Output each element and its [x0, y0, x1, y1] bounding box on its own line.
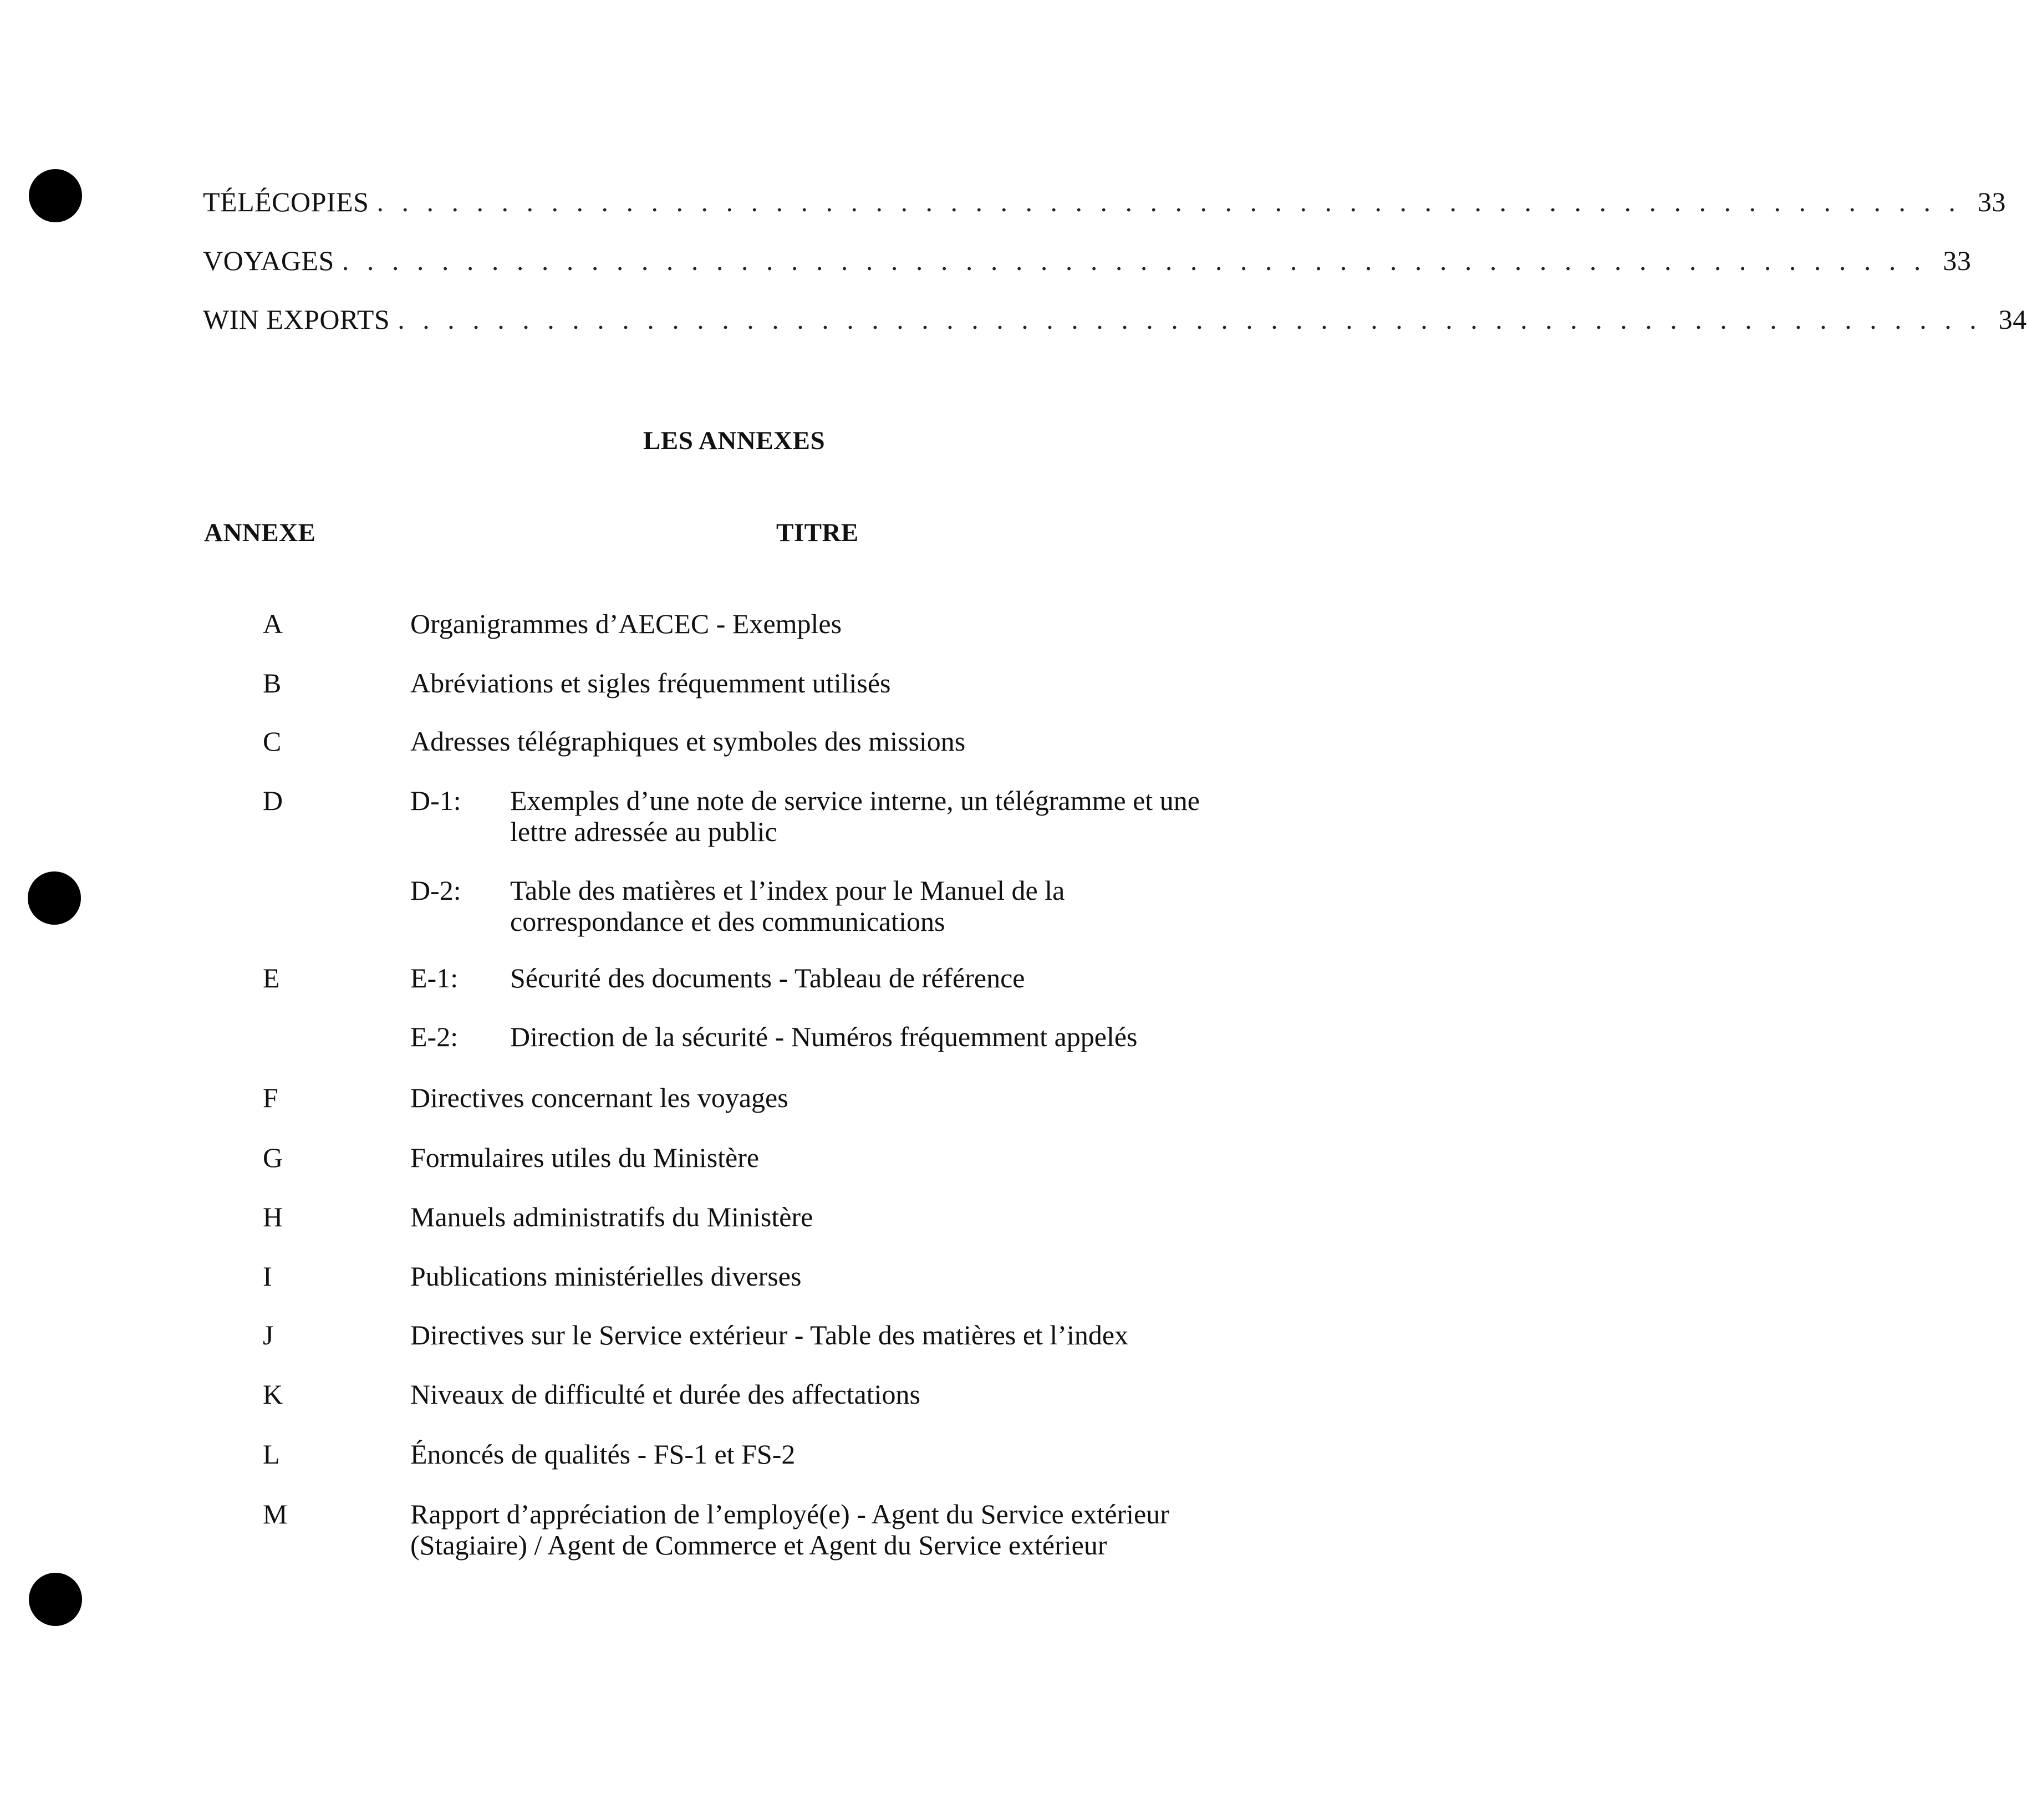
annex-letter: E: [263, 962, 280, 993]
toc-dot-leader: . . . . . . . . . . . . . . . . . . . . . . . . . . . . . . . . . . . . . . . . . . . . . . . . . . . . . . . . . . . . . . . .: [342, 245, 1927, 276]
annex-title: Directives concernant les voyages: [410, 1082, 788, 1113]
annex-sub-text: [510, 1021, 1275, 1052]
annex-sub-code: D-2:: [410, 875, 461, 906]
annex-letter: F: [263, 1082, 278, 1113]
annex-sub-line: lettre adressée au public: [510, 816, 777, 847]
section-title: LES ANNEXES: [643, 426, 826, 455]
toc-entry: [203, 186, 2006, 244]
annex-sub-code: D-1:: [410, 785, 461, 816]
annex-letter: M: [263, 1498, 288, 1530]
annex-letter: H: [263, 1201, 283, 1232]
annex-sub-line: Exemples d’une note de service interne, un télégramme et une: [510, 785, 1200, 816]
toc-entry-page: 33: [1977, 186, 2006, 217]
annex-sub-line: correspondance et des communications: [510, 906, 945, 937]
annex-title-line: Rapport d’appréciation de l’employé(e) - Agent du Service extérieur: [410, 1498, 1169, 1530]
annex-title: Abréviations et sigles fréquemment utilisés: [410, 667, 891, 699]
annex-sub-line: Direction de la sécurité - Numéros fréquemment appelés: [510, 1021, 1138, 1052]
toc-entry: [203, 303, 2027, 362]
annex-title: Organigrammes d’AECEC - Exemples: [410, 608, 842, 639]
toc-entry-title: WIN EXPORTS: [203, 304, 390, 335]
column-header-titre: TITRE: [776, 518, 859, 547]
toc-dot-leader: . . . . . . . . . . . . . . . . . . . . . . . . . . . . . . . . . . . . . . . . . . . . . . . . . . . . . . . . . . . . . . . .: [376, 186, 1961, 217]
annex-letter: G: [263, 1142, 283, 1173]
annex-sub-line: Sécurité des documents - Tableau de référence: [510, 962, 1025, 993]
toc-entry-title: TÉLÉCOPIES: [203, 186, 369, 217]
table-of-contents: [203, 186, 2027, 362]
annex-sub-line: Table des matières et l’index pour le Manuel de la: [510, 875, 1065, 906]
annex-title: Manuels administratifs du Ministère: [410, 1201, 813, 1232]
annex-letter: J: [263, 1319, 274, 1350]
annex-sub-code: E-2:: [410, 1021, 459, 1052]
annex-letter: D: [263, 785, 283, 816]
annex-letter: A: [263, 608, 283, 639]
annex-letter: C: [263, 726, 282, 757]
annex-title: Publications ministérielles diverses: [410, 1261, 802, 1292]
binder-hole: [29, 1573, 82, 1626]
annex-letter: B: [263, 667, 282, 699]
toc-entry-page: 34: [1998, 304, 2027, 335]
annex-title: [410, 1498, 1275, 1561]
annex-letter: I: [263, 1261, 272, 1292]
annex-title: Adresses télégraphiques et symboles des missions: [410, 726, 966, 757]
toc-entry: [203, 244, 1972, 303]
toc-dot-leader: . . . . . . . . . . . . . . . . . . . . . . . . . . . . . . . . . . . . . . . . . . . . . . . . . . . . . . . . . . . . . . . .: [398, 304, 1982, 335]
annex-sub-text: [510, 962, 1275, 993]
binder-hole: [29, 169, 82, 222]
annex-title: Énoncés de qualités - FS-1 et FS-2: [410, 1439, 796, 1470]
toc-entry-title: VOYAGES: [203, 245, 334, 276]
annex-title: Formulaires utiles du Ministère: [410, 1142, 760, 1173]
binder-hole: [28, 871, 81, 925]
annex-title: Niveaux de difficulté et durée des affectations: [410, 1379, 920, 1410]
annex-sub-code: E-1:: [410, 962, 459, 993]
annex-letter: K: [263, 1379, 283, 1410]
column-header-annexe: ANNEXE: [204, 518, 316, 547]
annex-title: Directives sur le Service extérieur - Table des matières et l’index: [410, 1319, 1129, 1350]
toc-entry-page: 33: [1943, 245, 1972, 276]
annex-sub-text: [510, 875, 1275, 937]
annex-title-line: (Stagiaire) / Agent de Commerce et Agent du Service extérieur: [410, 1530, 1107, 1561]
annex-sub-text: [510, 785, 1275, 847]
annex-letter: L: [263, 1439, 280, 1470]
